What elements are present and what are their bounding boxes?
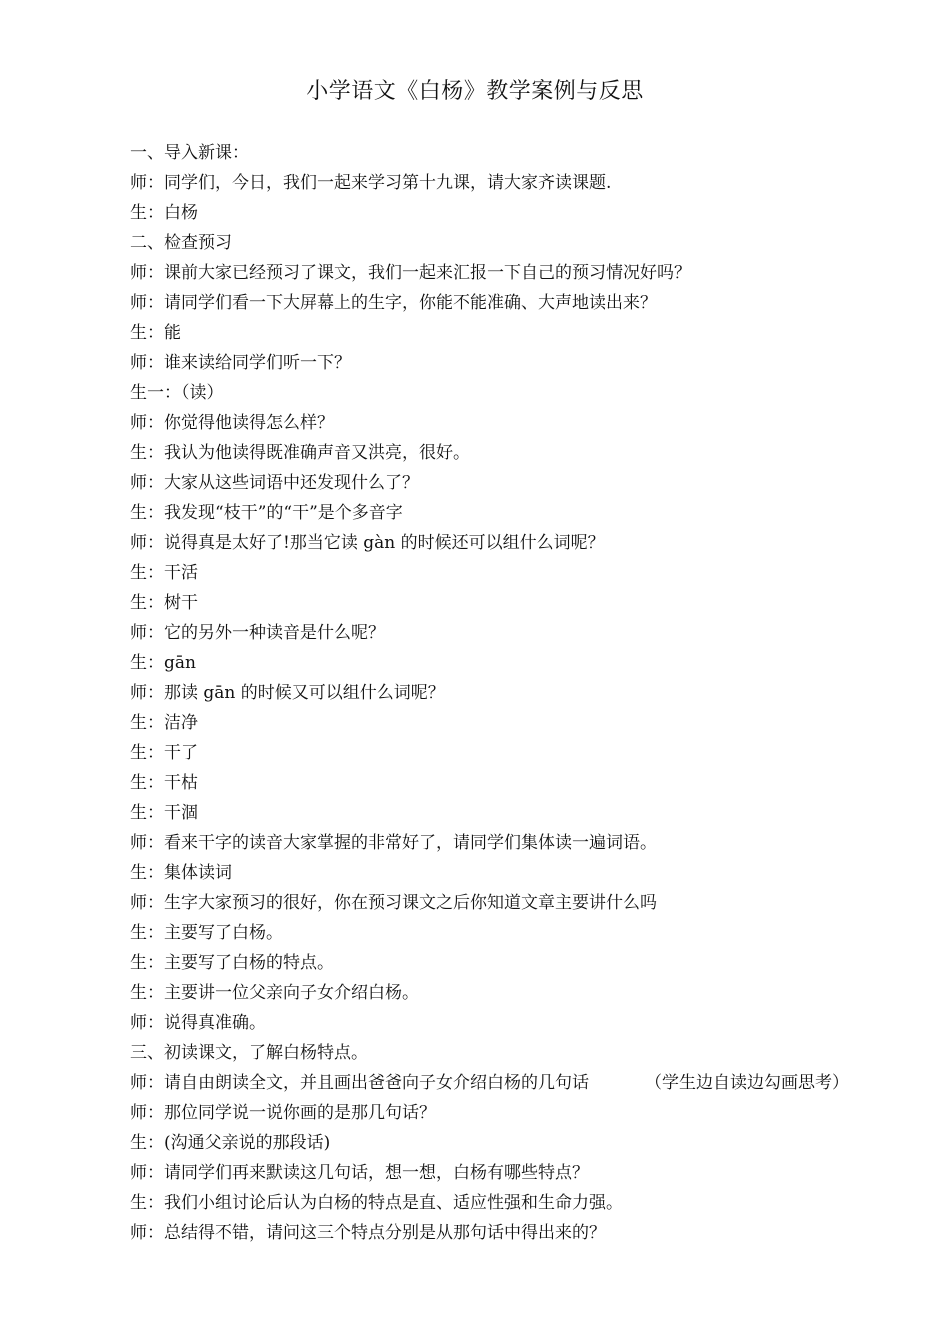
dialogue-line: 生：白杨 bbox=[130, 203, 198, 223]
dialogue-line: 师：说得真是太好了!那当它读 gàn 的时候还可以组什么词呢？ bbox=[130, 533, 605, 553]
dialogue-line: 师：你觉得他读得怎么样？ bbox=[130, 413, 334, 433]
dialogue-line-main: 师：请自由朗读全文，并且画出爸爸向子女介绍白杨的几句话 bbox=[130, 1073, 589, 1093]
dialogue-line: 师：课前大家已经预习了课文，我们一起来汇报一下自己的预习情况好吗？ bbox=[130, 263, 691, 283]
dialogue-line: 师：谁来读给同学们听一下？ bbox=[130, 353, 351, 373]
dialogue-line: 师：看来干字的读音大家掌握的非常好了，请同学们集体读一遍词语。 bbox=[130, 833, 657, 853]
dialogue-line: 生：主要写了白杨的特点。 bbox=[130, 953, 334, 973]
dialogue-line: 生：干枯 bbox=[130, 773, 198, 793]
dialogue-line: 师：它的另外一种读音是什么呢？ bbox=[130, 623, 385, 643]
section-heading-reading: 三、初读课文，了解白杨特点。 bbox=[130, 1043, 368, 1063]
dialogue-line: 生：干涸 bbox=[130, 803, 198, 823]
document-title: 小学语文《白杨》教学案例与反思 bbox=[306, 79, 644, 104]
dialogue-line: 生：主要讲一位父亲向子女介绍白杨。 bbox=[130, 983, 419, 1003]
dialogue-line: 师：请同学们再来默读这几句话，想一想，白杨有哪些特点？ bbox=[130, 1163, 589, 1183]
dialogue-line: 生：主要写了白杨。 bbox=[130, 923, 283, 943]
section-heading-preview: 二、检查预习 bbox=[130, 233, 232, 253]
dialogue-line: 师：同学们，今日，我们一起来学习第十九课，请大家齐读课题. bbox=[130, 173, 612, 193]
dialogue-line: 师：说得真准确。 bbox=[130, 1013, 266, 1033]
dialogue-line: 师：请同学们看一下大屏幕上的生字，你能不能准确、大声地读出来？ bbox=[130, 293, 657, 313]
dialogue-line: 师：生字大家预习的很好，你在预习课文之后你知道文章主要讲什么吗 bbox=[130, 893, 657, 913]
dialogue-line: 师：大家从这些词语中还发现什么了？ bbox=[130, 473, 419, 493]
dialogue-line: 师：那位同学说一说你画的是那几句话？ bbox=[130, 1103, 436, 1123]
dialogue-line: 师：那读 gān 的时候又可以组什么词呢？ bbox=[130, 683, 445, 703]
dialogue-line-wrapped bbox=[92, 1068, 862, 1098]
dialogue-line: 生：干活 bbox=[130, 563, 198, 583]
section-heading-intro: 一、导入新课： bbox=[130, 143, 249, 163]
dialogue-line: 生：集体读词 bbox=[130, 863, 232, 883]
dialogue-line: 生：我发现“枝干”的“干”是个多音字 bbox=[130, 503, 403, 523]
dialogue-line: 生：我们小组讨论后认为白杨的特点是直、适应性强和生命力强。 bbox=[130, 1193, 623, 1213]
dialogue-line: 生：洁净 bbox=[130, 713, 198, 733]
stage-direction-note: （学生边自读边勾画思考） bbox=[645, 1073, 849, 1093]
dialogue-line: 师：总结得不错，请问这三个特点分别是从那句话中得出来的？ bbox=[130, 1223, 606, 1243]
dialogue-line: 生：我认为他读得既准确声音又洪亮，很好。 bbox=[130, 443, 470, 463]
dialogue-line: 生：树干 bbox=[130, 593, 198, 613]
dialogue-line: 生：能 bbox=[130, 323, 181, 343]
document-body bbox=[92, 138, 862, 1248]
dialogue-line: 生：(沟通父亲说的那段话) bbox=[130, 1133, 331, 1153]
dialogue-line: 生一：（读） bbox=[130, 383, 224, 403]
dialogue-line: 生：干了 bbox=[130, 743, 198, 763]
dialogue-line: 生：gān bbox=[130, 653, 196, 673]
